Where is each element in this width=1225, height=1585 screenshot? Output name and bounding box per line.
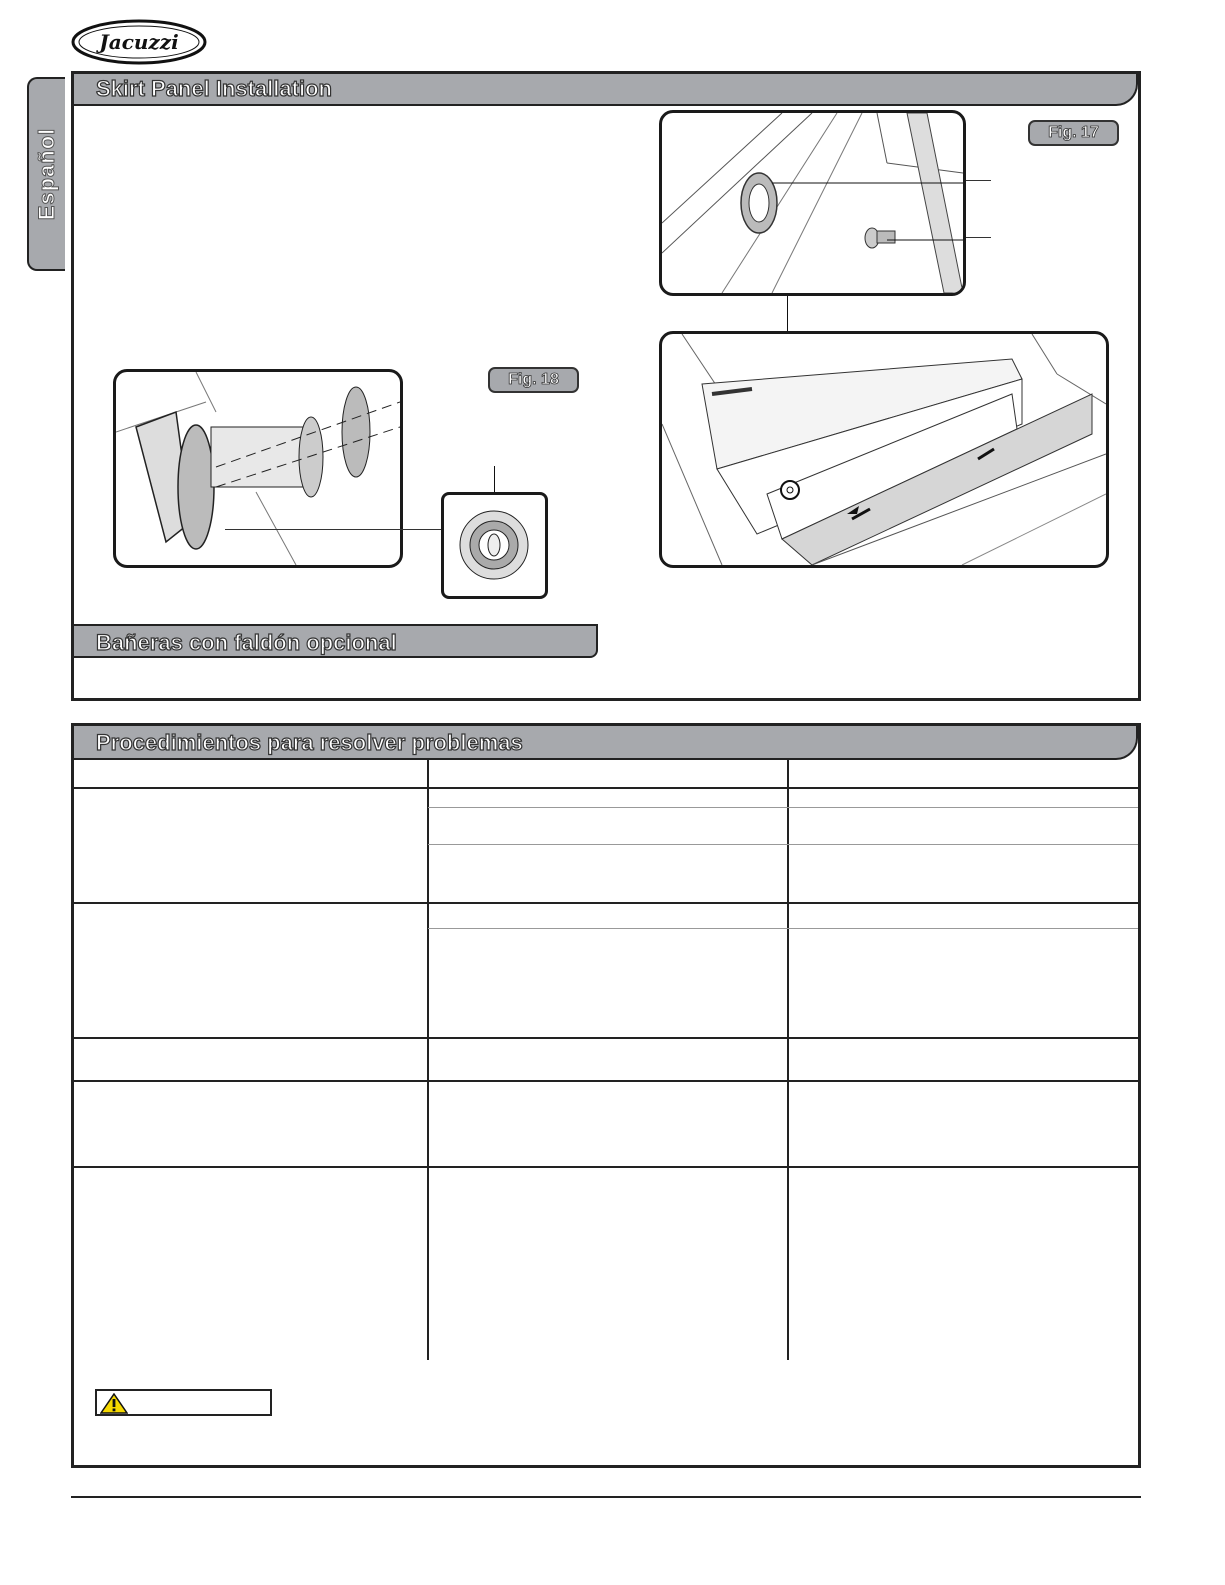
fig-18-label: Fig. 18 bbox=[488, 367, 579, 393]
optional-skirt-banner bbox=[74, 624, 598, 658]
troubleshooting-title: Procedimientos para resolver problemas bbox=[96, 730, 523, 755]
fig-18-fitting-illustration bbox=[113, 369, 403, 568]
table-row-separator bbox=[74, 1080, 1138, 1082]
table-header-bottom bbox=[74, 787, 1138, 789]
table-subrow-separator bbox=[428, 928, 1138, 929]
warning-triangle-icon bbox=[100, 1393, 128, 1414]
table-row-separator bbox=[74, 1166, 1138, 1168]
fig-17-detail-illustration bbox=[659, 110, 966, 296]
warning-box bbox=[95, 1389, 272, 1416]
fig-17-bathtub-illustration bbox=[659, 331, 1109, 568]
language-tab-label: Español bbox=[34, 127, 59, 221]
table-subrow-separator bbox=[428, 807, 1138, 808]
fig-17-callout-1 bbox=[966, 180, 991, 181]
footer-rule bbox=[71, 1496, 1141, 1498]
optional-skirt-title: Bañeras con faldón opcional bbox=[96, 630, 397, 655]
language-tab[interactable] bbox=[27, 77, 65, 271]
table-row-separator bbox=[74, 1037, 1138, 1039]
fig-17-label: Fig. 17 bbox=[1028, 120, 1119, 146]
troubleshooting-section bbox=[71, 723, 1141, 1468]
fig-17-callout-2 bbox=[966, 237, 991, 238]
table-col-divider-2 bbox=[787, 760, 789, 1360]
troubleshooting-banner bbox=[74, 726, 1138, 760]
fig-18-connector-h bbox=[225, 529, 443, 530]
logo-text: Jacuzzi bbox=[99, 30, 179, 54]
skirt-section-title: Skirt Panel Installation bbox=[96, 76, 332, 101]
table-subrow-separator bbox=[428, 844, 1138, 845]
fig-18-zoom-illustration bbox=[441, 492, 548, 599]
table-col-divider-1 bbox=[427, 760, 429, 1360]
skirt-section-banner bbox=[74, 74, 1138, 106]
jacuzzi-logo bbox=[70, 18, 208, 66]
table-row-separator bbox=[74, 902, 1138, 904]
